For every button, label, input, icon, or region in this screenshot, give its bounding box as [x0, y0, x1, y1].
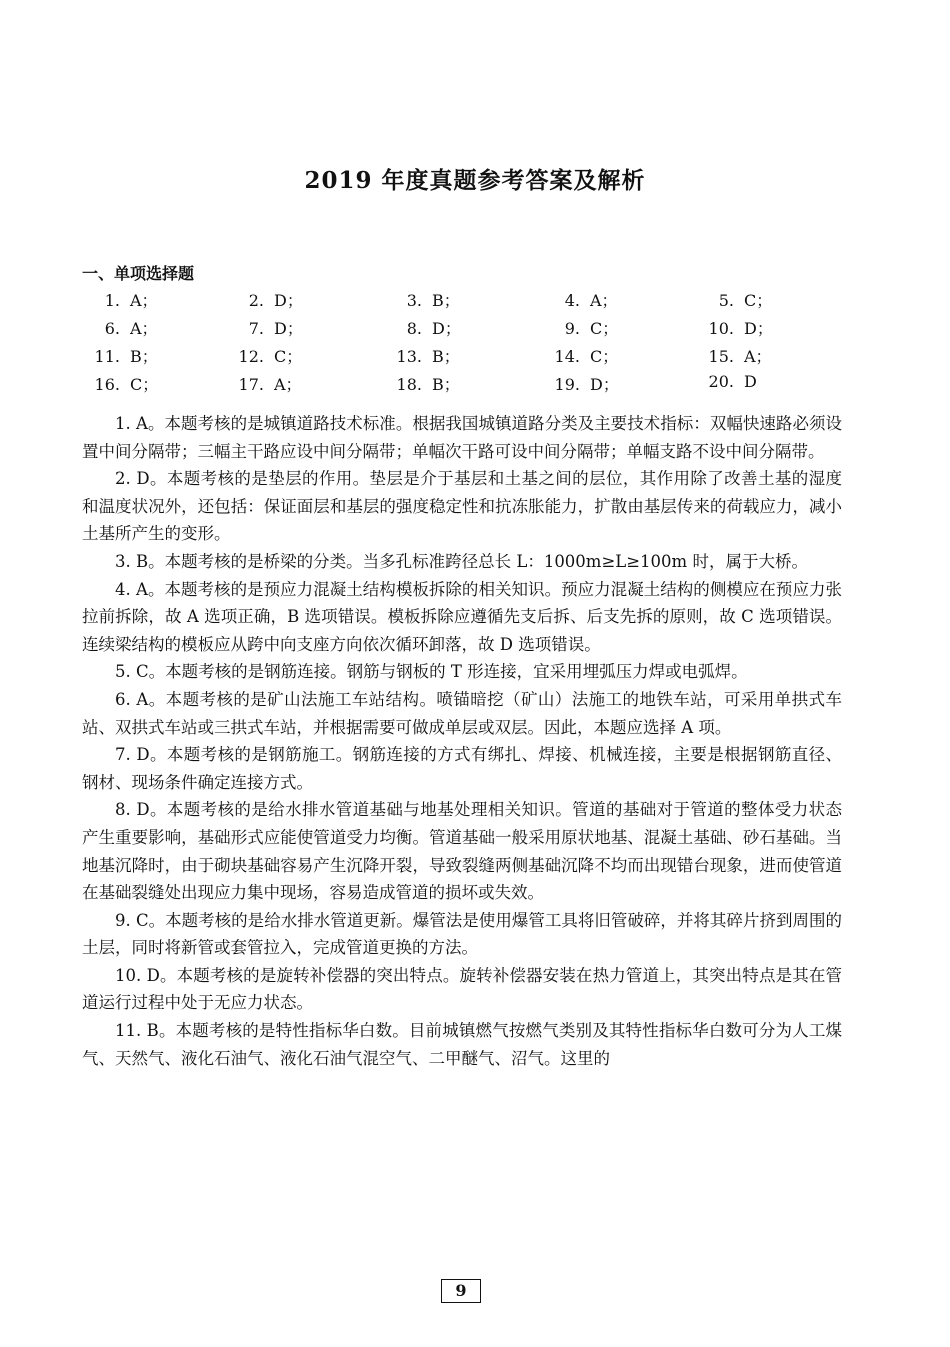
answer-choice: B； — [130, 347, 158, 366]
explanation-paragraph: 4. A。本题考核的是预应力混凝土结构模板拆除的相关知识。预应力混凝土结构的侧模应在预应力张拉前拆除，故 A 选项正确，B 选项错误。模板拆除应遵循先支后拆、后支先拆的原则，故 C 选项错误。连续梁结构的模板应从跨中向支座方向依次循环卸落，故 D 选项错误。 — [82, 579, 842, 654]
answer-choice: D； — [590, 375, 619, 394]
answer-item — [542, 372, 619, 395]
answer-number: 19. — [554, 375, 580, 394]
answer-item — [384, 344, 460, 367]
explanation-paragraph: 7. D。本题考核的是钢筋施工。钢筋连接的方式有绑扎、焊接、机械连接，主要是根据钢筋直径、钢材、现场条件确定连接方式。 — [82, 745, 842, 792]
answer-choice: A； — [130, 291, 158, 310]
answer-item — [226, 372, 302, 395]
explanation-paragraph: 5. C。本题考核的是钢筋连接。钢筋与钢板的 T 形连接，宜采用埋弧压力焊或电弧焊。 — [115, 662, 748, 682]
answer-item — [542, 344, 618, 367]
answer-number: 13. — [396, 347, 422, 366]
answer-number: 9. — [564, 319, 580, 338]
explanation-paragraph: 8. D。本题考核的是给水排水管道基础与地基处理相关知识。管道的基础对于管道的整体受力状态产生重要影响，基础形式应能使管道受力均衡。管道基础一般采用原状地基、混凝土基础、砂石基础。当地基沉降时，由于砌块基础容易产生沉降开裂，导致裂缝两侧基础沉降不均而出现错台现象，进而使管道在基础裂缝处出现应力集中现场，容易造成管道的损坏或失效。 — [82, 800, 842, 903]
page-title: 2019 年度真题参考答案及解析 — [304, 167, 646, 194]
answer-choice: C； — [590, 319, 619, 338]
answer-choice: A； — [130, 319, 158, 338]
explanation-paragraph: 9. C。本题考核的是给水排水管道更新。爆管法是使用爆管工具将旧管破碎，并将其碎片挤到周围的土层，同时将新管或套管拉入，完成管道更换的方法。 — [82, 910, 842, 958]
answer-item — [226, 288, 303, 311]
answer-number: 12. — [238, 347, 264, 366]
answer-number: 11. — [94, 347, 120, 366]
answer-number: 14. — [554, 347, 580, 366]
answer-item — [384, 316, 461, 339]
answer-number: 16. — [94, 375, 120, 394]
answer-row — [82, 344, 842, 372]
answer-row — [82, 316, 842, 344]
answer-number: 17. — [238, 375, 264, 394]
answer-item — [696, 288, 772, 311]
answer-choice: C； — [590, 347, 619, 366]
answer-item — [82, 316, 158, 339]
answer-number: 15. — [708, 347, 734, 366]
answer-item — [226, 316, 303, 339]
answer-row — [82, 288, 842, 316]
answer-row — [82, 372, 842, 400]
answer-choice: D； — [432, 319, 461, 338]
page-number: 9 — [441, 1279, 481, 1303]
answer-choice: C； — [274, 347, 303, 366]
answer-choice: A； — [274, 375, 302, 394]
answer-item — [542, 288, 618, 311]
answer-item — [226, 344, 302, 367]
answer-number: 4. — [564, 291, 580, 310]
answer-number: 8. — [406, 319, 422, 338]
answer-choice: C； — [744, 291, 773, 310]
answer-number: 7. — [248, 319, 264, 338]
answer-choice: C； — [130, 375, 159, 394]
answer-number: 18. — [396, 375, 422, 394]
answer-number: 6. — [104, 319, 120, 338]
answer-choice: A； — [744, 347, 772, 366]
answer-choice: B； — [432, 375, 460, 394]
answer-number: 20. — [708, 372, 734, 391]
answer-item — [696, 344, 772, 367]
answer-item — [384, 288, 460, 311]
answer-item — [384, 372, 460, 395]
answer-choice: A； — [590, 291, 618, 310]
answer-item — [82, 288, 158, 311]
explanation-paragraph: 3. B。本题考核的是桥梁的分类。当多孔标准跨径总长 L：1000m≥L≥100m 时，属于大桥。 — [115, 551, 808, 571]
answer-choice: D； — [744, 319, 773, 338]
answer-item — [82, 372, 158, 395]
answer-number: 5. — [718, 291, 734, 310]
answer-item — [82, 344, 158, 367]
answer-item — [696, 316, 773, 339]
explanation-paragraph: 2. D。本题考核的是垫层的作用。垫层是介于基层和土基之间的层位，其作用除了改善土基的湿度和温度状况外，还包括：保证面层和基层的强度稳定性和抗冻胀能力，扩散由基层传来的荷载应力，减小土基所产生的变形。 — [82, 469, 842, 544]
explanation-body — [82, 410, 842, 1072]
answer-item — [542, 316, 618, 339]
answer-choice: D； — [274, 291, 303, 310]
explanation-paragraph: 11. B。本题考核的是特性指标华白数。目前城镇燃气按燃气类别及其特性指标华白数可分为人工煤气、天然气、液化石油气、液化石油气混空气、二甲醚气、沼气。这里的 — [82, 1021, 842, 1068]
answer-choice: D — [744, 372, 757, 391]
answer-number: 1. — [104, 291, 120, 310]
explanation-paragraph: 10. D。本题考核的是旋转补偿器的突出特点。旋转补偿器安装在热力管道上，其突出特点是其在管道运行过程中处于无应力状态。 — [82, 965, 842, 1013]
answer-choice: B； — [432, 347, 460, 366]
answer-number: 3. — [406, 291, 422, 310]
explanation-paragraph: 1. A。本题考核的是城镇道路技术标准。根据我国城镇道路分类及主要技术指标：双幅快速路必须设置中间分隔带；三幅主干路应设中间分隔带；单幅次干路可设中间分隔带；单幅支路不设中间分隔带。 — [82, 414, 842, 461]
answer-choice: D； — [274, 319, 303, 338]
explanation-paragraph: 6. A。本题考核的是矿山法施工车站结构。喷锚暗挖（矿山）法施工的地铁车站，可采用单拱式车站、双拱式车站或三拱式车站，并根据需要可做成单层或双层。因此，本题应选择 A 项。 — [82, 689, 842, 737]
answer-grid — [82, 288, 842, 400]
answer-item — [696, 372, 757, 391]
answer-choice: B； — [432, 291, 460, 310]
answer-number: 10. — [708, 319, 734, 338]
answer-number: 2. — [248, 291, 264, 310]
section-heading: 一、单项选择题 — [82, 264, 195, 283]
